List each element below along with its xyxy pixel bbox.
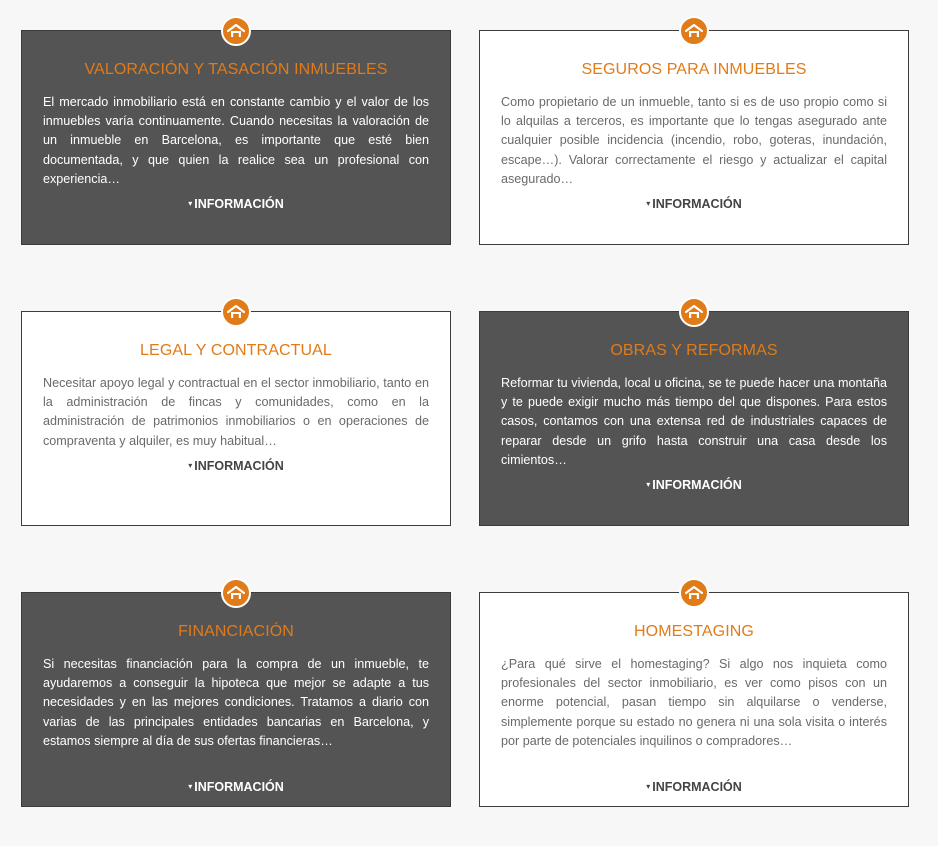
card-description: Reformar tu vivienda, local u oficina, se te puede hacer una montaña y te puede exigir mucho más tiempo del que dispones. Para estos casos, contamos con una extensa red de industriales capaces de reparar desde un grifo hasta construir una casa desde los cimientos…: [501, 376, 887, 467]
informacion-label: INFORMACIÓN: [652, 197, 742, 211]
informacion-label: INFORMACIÓN: [194, 780, 284, 794]
informacion-label: INFORMACIÓN: [652, 478, 742, 492]
house-icon: [221, 16, 251, 46]
informacion-link[interactable]: [22, 197, 450, 211]
card-description: Como propietario de un inmueble, tanto si es de uso propio como si lo alquilas a terceros, es importante que lo tengas asegurado ante cualquier posible incidencia (incendio, robo, goteras, inundación, escape…). Valorar correctamente el riesgo y actualizar el capital asegurado…: [501, 95, 887, 186]
informacion-label: INFORMACIÓN: [194, 197, 284, 211]
card-description: ¿Para qué sirve el homestaging? Si algo nos inquieta como profesionales del sector inmobiliario, es ver como pisos con un enorme potencial, pasan tiempo sin alquilarse o venderse, simplemente porque su estado no genera ni una sola visita o interés por parte de potenciales inquilinos o compradores…: [501, 657, 887, 748]
informacion-link[interactable]: [480, 780, 908, 794]
card-valoracion: [21, 30, 451, 245]
card-title: FINANCIACIÓN: [178, 623, 294, 640]
card-description: El mercado inmobiliario está en constante cambio y el valor de los inmuebles varía continuamente. Cuando necesitas la valoración de un inmueble en Barcelona, es importante que esté bien documentada, y que quien la realice sea un profesional con experiencia…: [43, 95, 429, 186]
card-seguros: [479, 30, 909, 245]
card-description: Necesitar apoyo legal y contractual en el sector inmobiliario, tanto en la administración de fincas y comunidades, como en la administración de patrimonios inmobiliarios o en operaciones de compraventa y alquiler, es muy habitual…: [43, 376, 429, 448]
informacion-link[interactable]: [22, 780, 450, 794]
house-icon: [679, 578, 709, 608]
caret-down-icon: ▾: [646, 782, 651, 791]
card-title: OBRAS Y REFORMAS: [610, 342, 778, 359]
house-icon: [679, 297, 709, 327]
informacion-link[interactable]: [480, 197, 908, 211]
card-title: SEGUROS PARA INMUEBLES: [581, 61, 807, 78]
card-title: HOMESTAGING: [634, 623, 754, 640]
card-financiacion: [21, 592, 451, 807]
informacion-link[interactable]: [480, 478, 908, 492]
house-icon: [679, 16, 709, 46]
house-icon: [221, 297, 251, 327]
caret-down-icon: ▾: [646, 480, 651, 489]
house-icon: [221, 578, 251, 608]
card-title: LEGAL Y CONTRACTUAL: [140, 342, 332, 359]
card-title: VALORACIÓN Y TASACIÓN INMUEBLES: [84, 61, 388, 78]
caret-down-icon: ▾: [188, 199, 193, 208]
informacion-label: INFORMACIÓN: [194, 459, 284, 473]
informacion-link[interactable]: [22, 459, 450, 473]
caret-down-icon: ▾: [188, 461, 193, 470]
caret-down-icon: ▾: [646, 199, 651, 208]
informacion-label: INFORMACIÓN: [652, 780, 742, 794]
card-obras: [479, 311, 909, 526]
card-legal: [21, 311, 451, 526]
card-description: Si necesitas financiación para la compra de un inmueble, te ayudaremos a conseguir la hipoteca que mejor se adapte a tus necesidades y en las mejores condiciones. Tratamos a diario con varias de las principales entidades bancarias en Barcelona, y estamos siempre al día de sus ofertas financieras…: [43, 657, 429, 748]
caret-down-icon: ▾: [188, 782, 193, 791]
card-homestaging: [479, 592, 909, 807]
